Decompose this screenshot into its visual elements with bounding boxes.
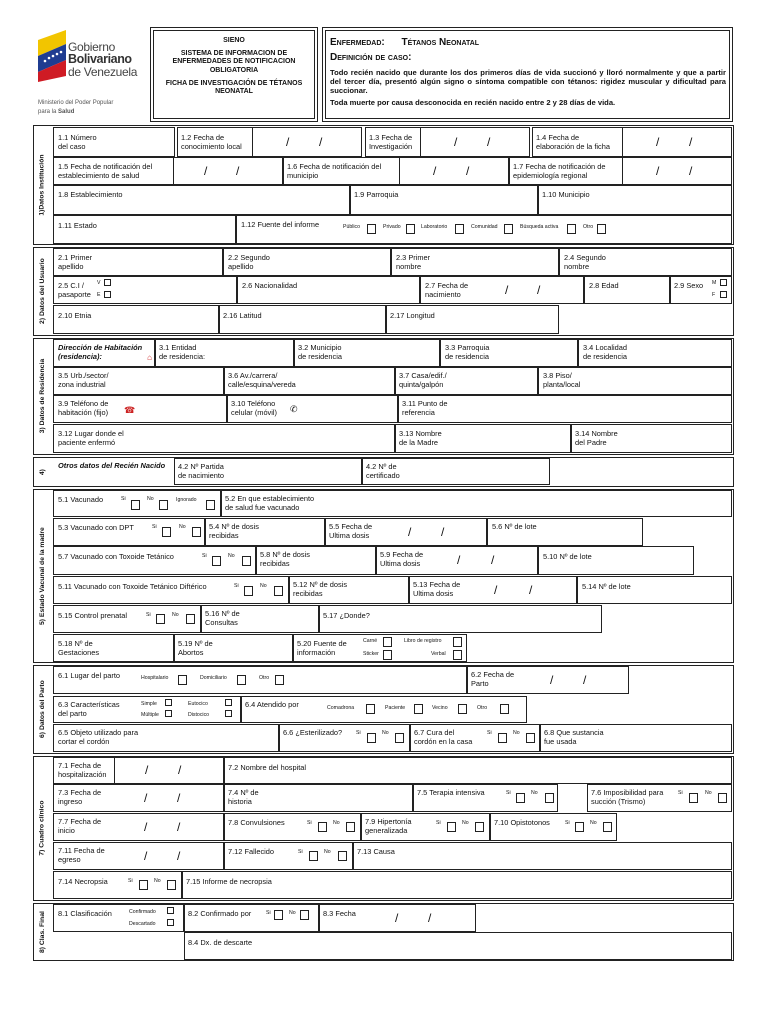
field-8-1[interactable]: 8.1 Clasificación bbox=[53, 904, 184, 932]
tt-no-label: No bbox=[228, 553, 235, 559]
def-label: Definición de caso: bbox=[330, 52, 412, 63]
field-1-5[interactable]: 1.5 Fecha de notificación del establecimiento de salud bbox=[53, 157, 283, 185]
nec-si-checkbox[interactable] bbox=[139, 880, 148, 890]
dpt-no-label: No bbox=[179, 524, 186, 530]
field-dir: Dirección de Habitación (residencia): ⌂ bbox=[53, 339, 155, 367]
tri-no-label: No bbox=[705, 790, 712, 796]
field-1-9[interactable]: 1.9 Parroquia bbox=[350, 185, 538, 215]
field-7-1-date[interactable]: / / bbox=[114, 757, 224, 784]
tt-no-checkbox[interactable] bbox=[242, 556, 251, 566]
hip-si-label: Si bbox=[436, 820, 441, 826]
fall-si-checkbox[interactable] bbox=[309, 851, 318, 861]
field-1-1[interactable]: 1.1 Número del caso bbox=[53, 127, 175, 157]
section-label-6: 6) Datos del Parto bbox=[38, 680, 46, 739]
car-simple-label: Simple bbox=[141, 701, 157, 707]
ministry-bold: Salud bbox=[58, 109, 75, 115]
src-privado-label: Privado bbox=[383, 224, 401, 230]
at-comadrona-checkbox[interactable] bbox=[366, 704, 375, 714]
fuente-carne-label: Carné bbox=[363, 638, 378, 644]
tt-si-label: Si bbox=[202, 553, 207, 559]
src-busqueda-label: Búsqueda activa bbox=[520, 224, 559, 230]
field-3-4[interactable]: 3.4 Localidad de residencia bbox=[578, 339, 732, 367]
field-1-10[interactable]: 1.10 Municipio bbox=[538, 185, 732, 215]
conv-no-checkbox[interactable] bbox=[346, 822, 355, 832]
section-label-1: 1)Datos Institución bbox=[38, 154, 46, 216]
field-5-7[interactable]: 5.7 Vacunado con Toxoide Tetánico bbox=[53, 546, 256, 575]
car-multiple-checkbox[interactable] bbox=[165, 710, 172, 717]
at-vecino-label: Vecino bbox=[432, 705, 448, 711]
definition-box bbox=[322, 27, 733, 122]
nec-si-label: Si bbox=[128, 878, 133, 884]
cura-no-label: No bbox=[513, 730, 520, 736]
field-5-16[interactable]: 5.16 Nº de Consultas bbox=[201, 605, 319, 633]
ti-no-label: No bbox=[531, 790, 538, 796]
field-2-4[interactable]: 2.4 Segundo nombre bbox=[559, 248, 732, 276]
field-5-2[interactable]: 5.2 En que establecimiento de salud fue vacunado bbox=[221, 490, 732, 517]
conf-si-checkbox[interactable] bbox=[274, 910, 283, 920]
field-3-5[interactable]: 3.5 Urb./sector/ zona industrial bbox=[53, 367, 224, 395]
field-1-4[interactable]: 1.4 Fecha de elaboración de la ficha bbox=[532, 127, 732, 157]
field-7-10[interactable]: 7.10 Opistotonos bbox=[490, 813, 617, 841]
est-no-label: No bbox=[382, 730, 389, 736]
field-7-12[interactable]: 7.12 Fallecido bbox=[224, 842, 353, 870]
vac-si-label: Si bbox=[121, 496, 126, 502]
ttd-no-label: No bbox=[260, 583, 267, 589]
s4-title: Otros datos del Recién Nacido bbox=[58, 461, 166, 470]
field-5-9[interactable]: 5.9 Fecha de Ultima dosis / / bbox=[376, 546, 538, 575]
field-3-2[interactable]: 3.2 Municipio de residencia bbox=[294, 339, 440, 367]
field-2-17[interactable]: 2.17 Longitud bbox=[386, 305, 559, 334]
field-7-6[interactable]: 7.6 Imposibilidad para succión (Trismo) bbox=[587, 784, 732, 812]
field-1-5-date[interactable]: / / bbox=[173, 157, 283, 185]
tt-si-checkbox[interactable] bbox=[212, 556, 221, 566]
parto-otro-label: Otro bbox=[259, 675, 270, 681]
field-5-14[interactable]: 5.14 Nº de lote bbox=[577, 576, 732, 604]
field-7-13[interactable]: 7.13 Causa bbox=[353, 842, 732, 870]
clas-confirmado-checkbox[interactable] bbox=[167, 907, 174, 914]
field-3-6[interactable]: 3.6 Av./carrera/ calle/esquina/vereda bbox=[224, 367, 395, 395]
field-7-11[interactable]: 7.11 Fecha de egreso / / bbox=[53, 842, 224, 870]
clas-confirmado-label: Confirmado bbox=[129, 909, 156, 915]
fall-si-label: Si bbox=[298, 849, 303, 855]
sexo-f-label: F bbox=[712, 292, 716, 298]
field-3-7[interactable]: 3.7 Casa/edif./ quinta/galpón bbox=[395, 367, 538, 395]
cura-si-label: Si bbox=[487, 730, 492, 736]
field-1-6-date[interactable]: / / bbox=[399, 157, 509, 185]
sexo-m-label: M bbox=[712, 280, 717, 286]
est-si-checkbox[interactable] bbox=[367, 733, 376, 743]
dpt-si-checkbox[interactable] bbox=[162, 527, 171, 537]
field-5-11[interactable]: 5.11 Vacunado con Toxoide Tetánico Diftérico bbox=[53, 576, 289, 604]
field-3-8[interactable]: 3.8 Piso/ planta/local bbox=[538, 367, 732, 395]
ti-si-checkbox[interactable] bbox=[516, 793, 525, 803]
cp-si-checkbox[interactable] bbox=[156, 614, 165, 624]
parto-domi-checkbox[interactable] bbox=[237, 675, 246, 685]
fuente-sticker-label: Sticker bbox=[363, 651, 379, 657]
opi-si-label: Si bbox=[565, 820, 570, 826]
field-2-5[interactable]: 2.5 C.I / pasaporte bbox=[53, 276, 237, 304]
field-1-7-date[interactable]: / / bbox=[622, 157, 732, 185]
src-laboratorio-label: Laboratorio bbox=[421, 224, 448, 230]
cura-si-checkbox[interactable] bbox=[498, 733, 507, 743]
fuente-verbal-label: Verbal bbox=[431, 651, 446, 657]
field-8-2[interactable]: 8.2 Confirmado por bbox=[184, 904, 319, 932]
field-7-4[interactable]: 7.4 Nº de historia bbox=[224, 784, 413, 812]
car-multiple-label: Múltiple bbox=[141, 712, 159, 718]
clas-descartado-checkbox[interactable] bbox=[167, 919, 174, 926]
est-no-checkbox[interactable] bbox=[395, 733, 404, 743]
src-comunidad-checkbox[interactable] bbox=[504, 224, 513, 234]
field-5-12[interactable]: 5.12 Nº de dosis recibidas bbox=[289, 576, 409, 604]
nec-no-checkbox[interactable] bbox=[167, 880, 176, 890]
field-5-15[interactable]: 5.15 Control prenatal bbox=[53, 605, 201, 633]
hip-no-checkbox[interactable] bbox=[475, 822, 484, 832]
ci-e-checkbox[interactable] bbox=[104, 291, 111, 298]
src-busqueda-checkbox[interactable] bbox=[567, 224, 576, 234]
fuente-libro-checkbox[interactable] bbox=[453, 637, 462, 647]
field-3-10[interactable]: 3.10 Teléfono celular (móvil) ✆ bbox=[227, 395, 398, 423]
hip-no-label: No bbox=[462, 820, 469, 826]
field-3-13[interactable]: 3.13 Nombre de la Madre bbox=[395, 424, 571, 453]
field-6-6[interactable]: 6.6 ¿Esterilizado? bbox=[279, 724, 410, 752]
opi-no-checkbox[interactable] bbox=[603, 822, 612, 832]
title-ficha: FICHA DE INVESTIGACIÓN DE TÉTANOS NEONATAL bbox=[165, 80, 303, 96]
cp-no-label: No bbox=[172, 612, 179, 618]
field-5-18[interactable]: 5.18 Nº de Gestaciones bbox=[53, 634, 174, 662]
at-comadrona-label: Comadrona bbox=[327, 705, 355, 711]
vac-si-checkbox[interactable] bbox=[131, 500, 140, 510]
car-simple-checkbox[interactable] bbox=[165, 699, 172, 706]
home-icon: ⌂ bbox=[147, 353, 152, 363]
vac-no-checkbox[interactable] bbox=[159, 500, 168, 510]
field-7-8[interactable]: 7.8 Convulsiones bbox=[224, 813, 361, 841]
logo-area bbox=[36, 30, 148, 120]
field-7-9[interactable]: 7.9 Hipertonía generalizada bbox=[361, 813, 490, 841]
field-5-8[interactable]: 5.8 Nº de dosis recibidas bbox=[256, 546, 376, 575]
field-2-16[interactable]: 2.16 Latitud bbox=[219, 305, 386, 334]
car-distocico-checkbox[interactable] bbox=[225, 710, 232, 717]
nec-no-label: No bbox=[154, 878, 161, 884]
disease-name: Tétanos Neonatal bbox=[401, 37, 480, 48]
field-3-3[interactable]: 3.3 Parroquia de residencia bbox=[440, 339, 578, 367]
mobile-icon: ✆ bbox=[290, 404, 298, 414]
field-7-3[interactable]: 7.3 Fecha de ingreso / / bbox=[53, 784, 224, 812]
field-6-2[interactable]: 6.2 Fecha de Parto / / bbox=[467, 666, 629, 694]
tri-si-checkbox[interactable] bbox=[689, 793, 698, 803]
src-publico-label: Público bbox=[343, 224, 361, 230]
field-4-2b[interactable]: 4.2 Nº de certificado bbox=[362, 458, 550, 485]
fall-no-checkbox[interactable] bbox=[338, 851, 347, 861]
field-2-2[interactable]: 2.2 Segundo apellido bbox=[223, 248, 391, 276]
field-8-3[interactable]: 8.3 Fecha / / bbox=[319, 904, 476, 932]
title-sieno: SIENO bbox=[223, 37, 245, 44]
src-comunidad-label: Comunidad bbox=[471, 224, 498, 230]
section-label-3: 3) Datos de Residencia bbox=[38, 359, 46, 434]
title-box bbox=[150, 27, 318, 122]
ti-no-checkbox[interactable] bbox=[545, 793, 554, 803]
field-7-2[interactable]: 7.2 Nombre del hospital bbox=[224, 757, 732, 784]
disease-label: Enfermedad: bbox=[330, 37, 385, 48]
src-laboratorio-checkbox[interactable] bbox=[455, 224, 464, 234]
section-label-4: 4) bbox=[38, 468, 46, 476]
car-eutocico-checkbox[interactable] bbox=[225, 699, 232, 706]
field-7-7[interactable]: 7.7 Fecha de inicio / / bbox=[53, 813, 224, 841]
tri-si-label: Si bbox=[678, 790, 683, 796]
parto-domi-label: Domiciliario bbox=[200, 675, 227, 681]
field-6-4[interactable]: 6.4 Atendido por bbox=[241, 696, 527, 723]
section-label-5: 5) Estado Vacunal de la madre bbox=[38, 527, 46, 625]
est-si-label: Si bbox=[356, 730, 361, 736]
section-label-2: 2) Datos del Usuario bbox=[38, 258, 46, 325]
field-5-4[interactable]: 5.4 Nº de dosis recibidas bbox=[205, 518, 325, 546]
def-text2: Toda muerte por causa desconocida en recién nacido entre 2 y 28 días de vida. bbox=[330, 98, 616, 107]
conf-no-checkbox[interactable] bbox=[300, 910, 309, 920]
ministry-line2: para la bbox=[38, 109, 57, 115]
ttd-no-checkbox[interactable] bbox=[274, 586, 283, 596]
field-2-9[interactable]: 2.9 Sexo bbox=[670, 276, 732, 304]
field-5-13[interactable]: 5.13 Fecha de Ultima dosis / / bbox=[409, 576, 577, 604]
field-5-17[interactable]: 5.17 ¿Donde? bbox=[319, 605, 602, 633]
cura-no-checkbox[interactable] bbox=[526, 733, 535, 743]
conv-si-checkbox[interactable] bbox=[318, 822, 327, 832]
ttd-si-label: Si bbox=[234, 583, 239, 589]
field-7-1[interactable]: 7.1 Fecha de hospitalización bbox=[53, 757, 224, 784]
hip-si-checkbox[interactable] bbox=[447, 822, 456, 832]
at-vecino-checkbox[interactable] bbox=[458, 704, 467, 714]
field-2-6[interactable]: 2.6 Nacionalidad bbox=[237, 276, 420, 304]
vac-ignorado-checkbox[interactable] bbox=[206, 500, 215, 510]
parto-otro-checkbox[interactable] bbox=[275, 675, 284, 685]
at-otro-label: Otro bbox=[477, 705, 488, 711]
fuente-verbal-checkbox[interactable] bbox=[453, 650, 462, 660]
field-1-3-date[interactable]: / / bbox=[420, 127, 530, 157]
logo-text-3: de Venezuela bbox=[68, 65, 138, 79]
field-5-5[interactable]: 5.5 Fecha de Ultima dosis / / bbox=[325, 518, 487, 546]
dpt-si-label: Si bbox=[152, 524, 157, 530]
vac-no-label: No bbox=[147, 496, 154, 502]
field-6-3[interactable]: 6.3 Características del parto bbox=[53, 696, 241, 723]
field-4-2a[interactable]: 4.2 Nº Partida de nacimiento bbox=[174, 458, 362, 485]
section-label-8: 8) Clas. Final bbox=[38, 911, 46, 953]
src-otro-checkbox[interactable] bbox=[597, 224, 606, 234]
fall-no-label: No bbox=[324, 849, 331, 855]
ci-e-label: E bbox=[97, 292, 101, 298]
field-2-7[interactable]: 2.7 Fecha de nacimiento / / bbox=[420, 276, 584, 304]
section-label-7: 7) Cuadro clínico bbox=[38, 800, 46, 857]
src-publico-checkbox[interactable] bbox=[367, 224, 376, 234]
field-6-1[interactable]: 6.1 Lugar del parto bbox=[53, 666, 467, 694]
cp-no-checkbox[interactable] bbox=[186, 614, 195, 624]
fuente-carne-checkbox[interactable] bbox=[383, 637, 392, 647]
field-1-6[interactable]: 1.6 Fecha de notificación del municipio bbox=[283, 157, 509, 185]
logo-text-1: Gobierno bbox=[68, 40, 115, 54]
fuente-libro-label: Libro de registro bbox=[404, 638, 442, 644]
sexo-f-checkbox[interactable] bbox=[720, 291, 727, 298]
field-5-1[interactable]: 5.1 Vacunado bbox=[53, 490, 221, 517]
field-3-1[interactable]: 3.1 Entidad de residencia: bbox=[155, 339, 294, 367]
field-1-3[interactable]: 1.3 Fecha de Investigación bbox=[365, 127, 530, 157]
conv-no-label: No bbox=[333, 820, 340, 826]
src-privado-checkbox[interactable] bbox=[406, 224, 415, 234]
field-8-4[interactable]: 8.4 Dx. de descarte bbox=[184, 932, 732, 960]
venezuela-flag-logo-icon bbox=[36, 30, 70, 82]
field-1-2[interactable]: 1.2 Fecha de conocimiento local bbox=[177, 127, 362, 157]
at-paciente-checkbox[interactable] bbox=[414, 704, 423, 714]
field-3-14[interactable]: 3.14 Nombre del Padre bbox=[571, 424, 732, 453]
field-2-10[interactable]: 2.10 Etnia bbox=[53, 305, 219, 334]
field-2-8[interactable]: 2.8 Edad bbox=[584, 276, 670, 304]
ci-v-checkbox[interactable] bbox=[104, 279, 111, 286]
tri-no-checkbox[interactable] bbox=[718, 793, 727, 803]
conf-no-label: No bbox=[289, 910, 296, 916]
dpt-no-checkbox[interactable] bbox=[192, 527, 201, 537]
conf-si-label: Si bbox=[266, 910, 271, 916]
cp-si-label: Si bbox=[146, 612, 151, 618]
ministry-line1: Ministerio del Poder Popular bbox=[38, 100, 114, 106]
field-1-7[interactable]: 1.7 Fecha de notificación de epidemiología regional bbox=[509, 157, 732, 185]
field-7-14[interactable]: 7.14 Necropsia bbox=[53, 871, 182, 899]
clas-descartado-label: Descartado bbox=[129, 921, 156, 927]
field-1-12[interactable]: 1.12 Fuente del informe bbox=[236, 215, 732, 244]
field-7-5[interactable]: 7.5 Terapia intensiva bbox=[413, 784, 558, 812]
title-sistema: SISTEMA DE INFORMACION DE ENFERMEDADES DE NOTIFICACION OBLIGATORIA bbox=[172, 50, 296, 74]
fuente-sticker-checkbox[interactable] bbox=[383, 650, 392, 660]
phone-icon: ☎ bbox=[124, 405, 136, 415]
conv-si-label: Si bbox=[307, 820, 312, 826]
ti-si-label: Si bbox=[506, 790, 511, 796]
logo-text-2: Bolivariano bbox=[68, 52, 132, 66]
field-5-6[interactable]: 5.6 Nº de lote bbox=[487, 518, 643, 546]
field-3-12[interactable]: 3.12 Lugar donde el paciente enfermó bbox=[53, 424, 395, 453]
ci-v-label: V bbox=[97, 280, 101, 286]
field-2-1[interactable]: 2.1 Primer apellido bbox=[53, 248, 223, 276]
field-3-9[interactable]: 3.9 Teléfono de habitación (fijo) ☎ bbox=[53, 395, 227, 423]
field-6-8[interactable]: 6.8 Que sustancia fue usada bbox=[540, 724, 732, 752]
opi-no-label: No bbox=[590, 820, 597, 826]
vac-ignorado-label: Ignorado bbox=[176, 497, 197, 503]
parto-hosp-checkbox[interactable] bbox=[178, 675, 187, 685]
sexo-m-checkbox[interactable] bbox=[720, 279, 727, 286]
at-otro-checkbox[interactable] bbox=[500, 704, 509, 714]
at-paciente-label: Paciente bbox=[385, 705, 406, 711]
field-5-10[interactable]: 5.10 Nº de lote bbox=[538, 546, 694, 575]
field-1-4-date[interactable]: / / bbox=[622, 127, 732, 157]
car-distocico-label: Distocico bbox=[188, 712, 210, 718]
src-otro-label: Otro bbox=[583, 224, 594, 230]
parto-hosp-label: Hospitalario bbox=[141, 675, 169, 681]
field-5-3[interactable]: 5.3 Vacunado con DPT bbox=[53, 518, 205, 546]
field-7-15[interactable]: 7.15 Informe de necropsia bbox=[182, 871, 732, 899]
field-6-7[interactable]: 6.7 Cura del cordón en la casa bbox=[410, 724, 540, 752]
field-5-19[interactable]: 5.19 Nº de Abortos bbox=[174, 634, 293, 662]
field-3-11[interactable]: 3.11 Punto de referencia bbox=[398, 395, 732, 423]
field-5-20[interactable]: 5.20 Fuente de información bbox=[293, 634, 467, 662]
car-eutocico-label: Eutocico bbox=[188, 701, 208, 707]
field-2-3[interactable]: 2.3 Primer nombre bbox=[391, 248, 559, 276]
field-1-11[interactable]: 1.11 Estado bbox=[53, 215, 236, 244]
field-6-5[interactable]: 6.5 Objeto utilizado para cortar el cordón bbox=[53, 724, 279, 752]
ttd-si-checkbox[interactable] bbox=[244, 586, 253, 596]
field-1-8[interactable]: 1.8 Establecimiento bbox=[53, 185, 350, 215]
def-text1: Todo recién nacido que durante los dos primeros días de vida succionó y lloró normalmente y que a partir del tercer día, presentó algún signo o síntoma compatible con tétanos: rigidez muscular y dificultad para succionar. bbox=[330, 68, 726, 96]
opi-si-checkbox[interactable] bbox=[575, 822, 584, 832]
field-1-2-date[interactable]: / / bbox=[252, 127, 362, 157]
